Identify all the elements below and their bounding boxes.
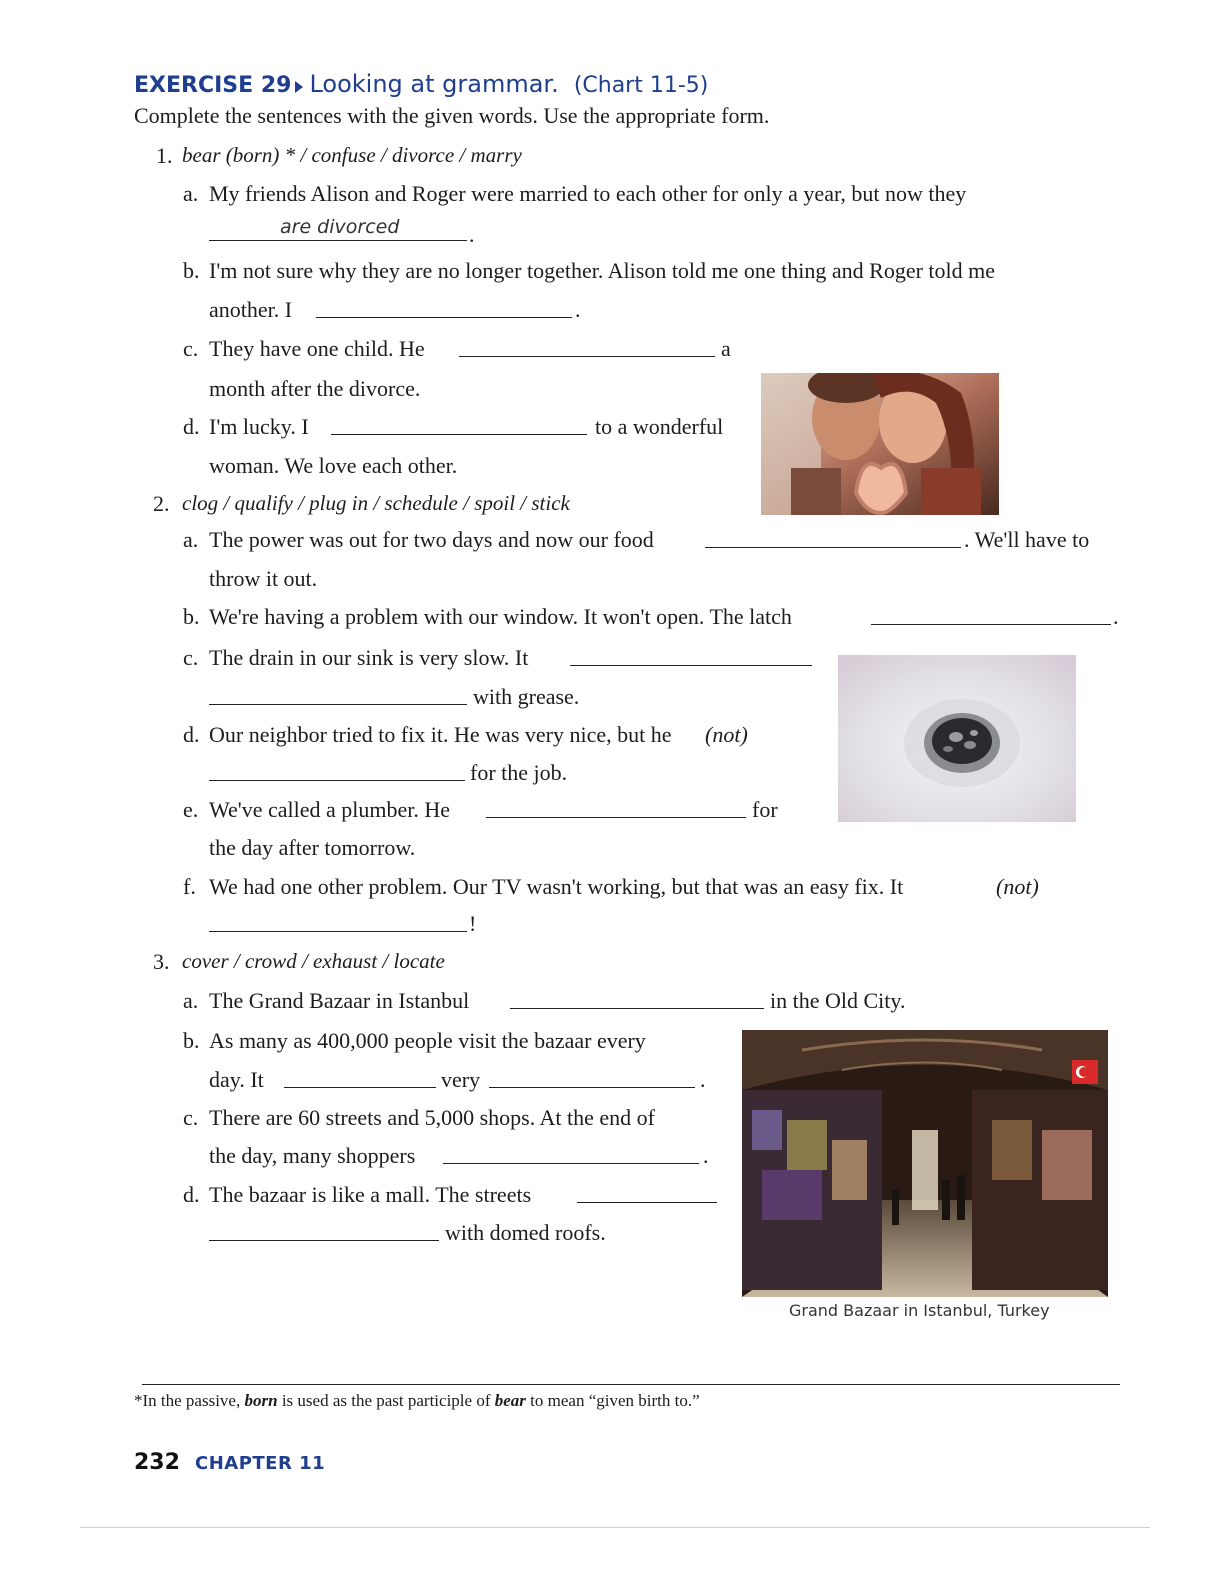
item-text: The Grand Bazaar in Istanbul (209, 988, 470, 1013)
exercise-header (134, 70, 708, 98)
group-number: 3. (153, 949, 170, 974)
item-text: in the Old City. (770, 988, 906, 1013)
item-text: I'm lucky. I (209, 414, 309, 439)
item-not: (not) (705, 722, 748, 747)
item-text: We're having a problem with our window. It won't open. The latch (209, 604, 792, 629)
item-text: The drain in our sink is very slow. It (209, 645, 529, 670)
answer-blank[interactable] (459, 356, 715, 357)
item-text: month after the divorce. (209, 376, 421, 401)
footnote-text: to mean “given birth to.” (525, 1391, 700, 1410)
photo-caption: Grand Bazaar in Istanbul, Turkey (789, 1301, 1050, 1320)
item-end: . (469, 222, 475, 247)
item-text: They have one child. He (209, 336, 425, 361)
footnote-born: born (244, 1391, 278, 1410)
item-text: to a wonderful (595, 414, 724, 439)
item-letter: a. (183, 527, 199, 552)
bazaar-photo (742, 1030, 1108, 1297)
item-end: . (700, 1067, 706, 1092)
item-text: Our neighbor tried to fix it. He was very nice, but he (209, 722, 672, 747)
sink-drain-photo (838, 655, 1076, 822)
item-text: throw it out. (209, 566, 318, 591)
item-end: ! (469, 911, 477, 936)
answer-blank[interactable] (209, 704, 467, 705)
answer-blank[interactable] (209, 780, 465, 781)
answer-blank[interactable] (209, 240, 467, 241)
answer-blank[interactable] (577, 1202, 717, 1203)
item-text: There are 60 streets and 5,000 shops. At the end of (209, 1105, 655, 1130)
group-number: 1. (156, 143, 173, 168)
answer-blank[interactable] (486, 817, 746, 818)
answer-blank[interactable] (209, 931, 467, 932)
item-text: a (721, 336, 731, 361)
chart-reference: (Chart 11-5) (573, 73, 709, 98)
item-text: for the job. (470, 760, 568, 785)
answer-blank[interactable] (705, 547, 961, 548)
item-letter: d. (183, 722, 200, 747)
footnote (134, 1391, 700, 1411)
item-text: As many as 400,000 people visit the bazaar every (209, 1028, 646, 1053)
item-text: very (441, 1067, 481, 1092)
item-text: I'm not sure why they are no longer together. Alison told me one thing and Roger told me (209, 258, 996, 283)
triangle-arrow-icon (295, 81, 303, 93)
word-list: cover / crowd / exhaust / locate (182, 949, 445, 973)
answer-blank[interactable] (489, 1087, 695, 1088)
page-number: 232 (134, 1450, 180, 1475)
page-edge (80, 1527, 1150, 1528)
item-text: day. It (209, 1067, 264, 1092)
answer-blank[interactable] (316, 317, 572, 318)
sample-answer: are divorced (280, 216, 400, 238)
item-text: the day, many shoppers (209, 1143, 416, 1168)
answer-blank[interactable] (443, 1163, 699, 1164)
answer-blank[interactable] (570, 665, 812, 666)
couple-heart-image (761, 373, 999, 515)
item-letter: a. (183, 988, 199, 1013)
item-letter: f. (183, 874, 196, 899)
chapter-label: CHAPTER 11 (195, 1453, 326, 1474)
answer-blank[interactable] (331, 434, 587, 435)
item-text: with grease. (473, 684, 580, 709)
item-text: The bazaar is like a mall. The streets (209, 1182, 532, 1207)
item-text: My friends Alison and Roger were married to each other for only a year, but now they (209, 181, 967, 206)
footnote-text: is used as the past participle of (277, 1391, 495, 1410)
item-end: . (703, 1143, 709, 1168)
sink-drain-image (838, 655, 1076, 822)
item-text: . We'll have to (964, 527, 1090, 552)
item-letter: b. (183, 1028, 200, 1053)
answer-blank[interactable] (284, 1087, 436, 1088)
item-text: woman. We love each other. (209, 453, 458, 478)
bazaar-image (742, 1030, 1108, 1297)
item-letter: c. (183, 645, 199, 670)
footnote-text: *In the passive, (134, 1391, 245, 1410)
item-letter: a. (183, 181, 199, 206)
answer-blank[interactable] (209, 1240, 439, 1241)
item-letter: b. (183, 604, 200, 629)
word-list: clog / qualify / plug in / schedule / spoil / stick (182, 491, 570, 515)
answer-blank[interactable] (510, 1008, 764, 1009)
word-list: bear (born) * / confuse / divorce / marry (182, 143, 522, 167)
item-letter: c. (183, 336, 199, 361)
item-end: . (575, 297, 581, 322)
item-text: for (752, 797, 778, 822)
item-not: (not) (996, 874, 1039, 899)
item-text: another. I (209, 297, 293, 322)
exercise-label: EXERCISE 29 (134, 73, 292, 98)
footnote-rule (142, 1384, 1120, 1385)
item-letter: c. (183, 1105, 199, 1130)
instructions: Complete the sentences with the given words. Use the appropriate form. (134, 103, 770, 128)
answer-blank[interactable] (871, 624, 1111, 625)
couple-heart-photo (761, 373, 999, 515)
item-letter: b. (183, 258, 200, 283)
item-letter: e. (183, 797, 199, 822)
exercise-title: Looking at grammar. (309, 70, 559, 98)
group-number: 2. (153, 491, 170, 516)
item-letter: d. (183, 414, 200, 439)
item-text: the day after tomorrow. (209, 835, 416, 860)
item-text: We had one other problem. Our TV wasn't working, but that was an easy fix. It (209, 874, 904, 899)
item-text: with domed roofs. (445, 1220, 606, 1245)
footnote-bear: bear (494, 1391, 526, 1410)
item-text: The power was out for two days and now our food (209, 527, 654, 552)
item-text: We've called a plumber. He (209, 797, 451, 822)
item-end: . (1113, 604, 1119, 629)
item-letter: d. (183, 1182, 200, 1207)
